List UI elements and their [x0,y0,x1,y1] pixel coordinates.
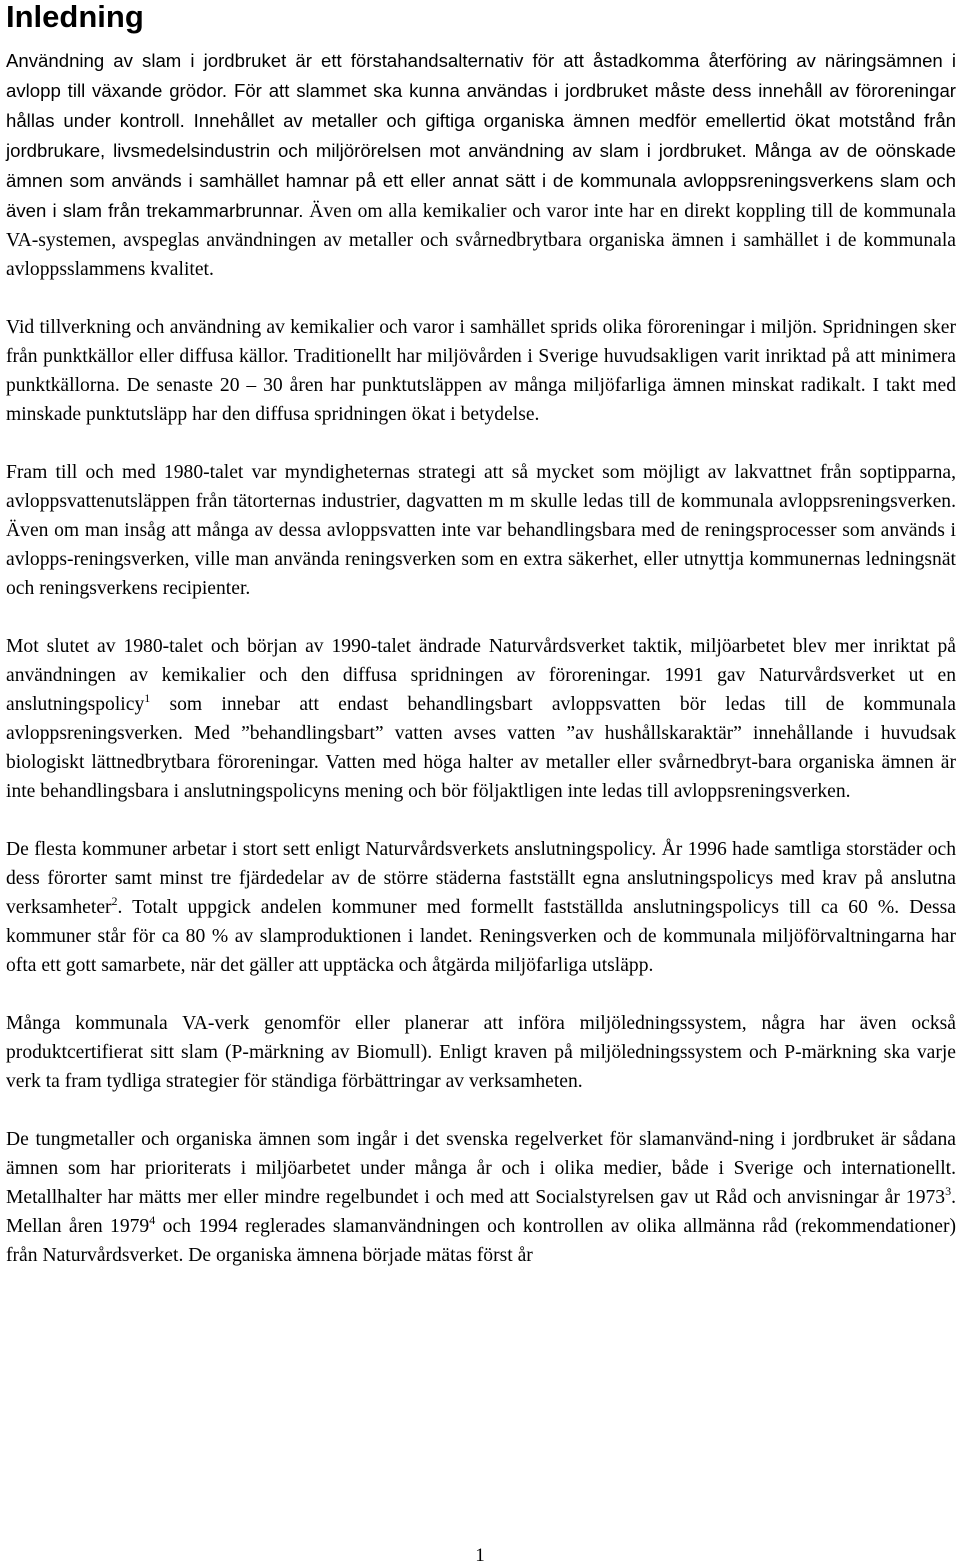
paragraph-4-text-b: som innebar att endast behandlingsbart avloppsvatten bör ledas till de kommunala avloppsreningsverken. Med ”behandlingsbart” vatten avses vatten ”av hushållskaraktär” innehållande i huvudsak biologiskt lättnedbrytbara föroreningar. Vatten med höga halter av metaller eller svårnedbryt-bara organiska ämnen är inte behandlingsbara i anslutningspolicyns mening och bör följaktligen inte ledas till avloppsreningsverken. [6,694,956,802]
paragraph-1-serif-text: Även om alla kemikalier och varor inte har en direkt koppling till de kommunala VA-systemen, avspeglas användningen av metaller och svårnedbrytbara organiska ämnen i samhället i de kommunala avloppsslammens kvalitet. [6,201,956,280]
footnote-ref-4[interactable]: 4 [149,1213,156,1227]
footnote-ref-2[interactable]: 2 [111,894,118,908]
paragraph-7-text-c: och 1994 reglerades slamanvändningen och kontrollen av olika allmänna råd (rekommendationer) från Naturvårdsverket. De organiska ämnena började mätas först år [6,1216,957,1266]
paragraph-7 [6,1125,956,1270]
paragraph-2: Vid tillverkning och användning av kemikalier och varor i samhället sprids olika föroreningar i miljön. Spridningen sker från punktkällor eller diffusa källor. Traditionellt har miljövården i Sverige huvudsakligen varit inriktad på att minimera punktkällorna. De senaste 20 – 30 åren har punktutsläppen av många miljöfarliga ämnen minskat radikalt. I takt med minskade punktutsläpp har den diffusa spridningen ökat i betydelse. [6,317,956,425]
page-number: 1 [475,1545,485,1566]
paragraph-6: Många kommunala VA-verk genomför eller planerar att införa miljöledningssystem, några har även också produktcertifierat sitt slam (P-märkning av Biomull). Enligt kraven på miljöledningssystem och P-märkning ska varje verk ta fram tydliga strategier för ständiga förbättringar av verksamheten. [6,1013,956,1092]
footnote-ref-3[interactable]: 3 [945,1184,952,1198]
section-heading: Inledning [6,0,144,34]
paragraph-5 [6,835,956,980]
paragraph-5-text-a: De flesta kommuner arbetar i stort sett enligt Naturvårdsverkets anslutningspolicy. År 1996 hade samtliga storstäder och dess förorter samt minst tre fjärdedelar av de större städerna fastställt egna anslutningspolicys med krav på anslutna verksamheter [6,839,956,918]
footnote-ref-1[interactable]: 1 [144,691,151,705]
paragraph-1-sans-text: Användning av slam i jordbruket är ett förstahandsalternativ för att åstadkomma återföring av näringsämnen i avlopp till växande grödor. För att slammet ska kunna användas i jordbruket måste dess innehåll av föroreningar hållas under kontroll. Innehållet av metaller och giftiga organiska ämnen medför emellertid ökat motstånd från jordbrukare, livsmedelsindustrin och miljörörelsen mot användning av slam i jordbruket. Många av de oönskade ämnen som används i samhället hamnar på ett eller annat sätt i de kommunala avloppsreningsverkens slam och även i slam från trekammarbrunnar. [6,50,956,221]
paragraph-3: Fram till och med 1980-talet var myndigheternas strategi att så mycket som möjligt av lakvattnet från soptipparna, avloppsvattenutsläppen från tätorternas industrier, dagvatten m m skulle ledas till de kommunala avloppsreningsverken. Även om man insåg att många av dessa avloppsvatten inte var behandlingsbara med de reningsprocesser som används i avlopps-reningsverken, ville man använda reningsverken som en extra säkerhet, eller utnyttja kommunernas ledningsnät och reningsverkens recipienter. [6,462,956,599]
document-page [6,0,956,1270]
paragraph-4-text-a: Mot slutet av 1980-talet och början av 1990-talet ändrade Naturvårdsverket taktik, miljöarbetet blev mer inriktat på användningen av kemikalier och den diffusa spridningen av föroreningar. 1991 gav Naturvårdsverket ut en anslutningspolicy [6,636,956,715]
paragraph-5-text-b: . Totalt uppgick andelen kommuner med formellt fastställda anslutningspolicys till ca 60 %. Dessa kommuner står för ca 80 % av slamproduktionen i landet. Reningsverken och de kommunala miljöförvaltningarna har ofta ett gott samarbete, när det gäller att upptäcka och åtgärda miljöfarliga utsläpp. [6,897,956,976]
paragraph-7-text-b: . Mellan åren 1979 [6,1187,956,1237]
paragraph-7-text-a: De tungmetaller och organiska ämnen som ingår i det svenska regelverket för slamanvänd-ning i jordbruket är sådana ämnen som har prioriterats i miljöarbetet under många år och i olika medier, både i Sverige och internationellt. Metallhalter har mätts mer eller mindre regelbundet i och med att Socialstyrelsen gav ut Råd och anvisningar år 1973 [6,1129,956,1208]
paragraph-1 [6,46,956,284]
paragraph-4 [6,632,956,806]
